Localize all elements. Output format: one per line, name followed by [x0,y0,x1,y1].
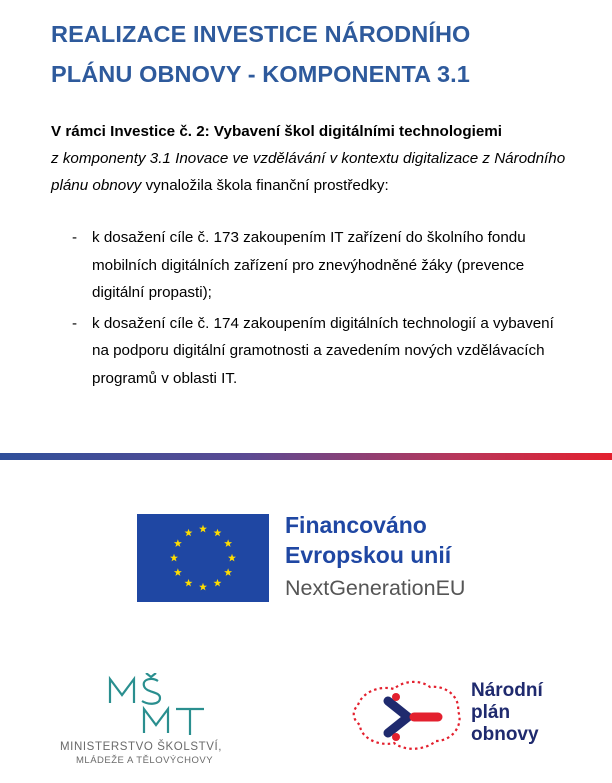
npo-line-2: plán [471,702,511,723]
npo-line-3: obnovy [471,724,539,745]
eu-star-icon [228,554,236,562]
eu-star-icon [174,568,182,576]
bullet-dash: - [72,314,78,332]
next-generation-eu: NextGenerationEU [285,576,466,600]
list-item [72,224,572,307]
intro-paragraph [51,118,591,199]
intro-bold: V rámci Investice č. 2: Vybavení škol digitálními technologiemi [51,123,502,140]
eu-star-icon [199,525,207,533]
msmt-name-line-1: MINISTERSTVO ŠKOLSTVÍ, [60,741,223,753]
gradient-divider [0,453,612,460]
eu-star-icon [185,579,193,587]
eu-stars-icon [137,514,269,602]
eu-star-icon [224,568,232,576]
eu-funding-line-1: Financováno [285,512,427,538]
bullet-text: k dosažení cíle č. 174 zakoupením digitálních technologií a vybavení na podporu digitální gramotnosti a zavedením nových vzdělávacích programů v oblasti IT. [92,314,554,387]
npo-text [471,680,543,746]
intro-rest: vynaložila škola finanční prostředky: [141,177,389,194]
eu-star-icon [224,539,232,547]
npo-logo-icon [350,675,465,755]
eu-star-icon [214,529,222,537]
msmt-name-line-2: MLÁDEŽE A TĚLOVÝCHOVY [76,755,214,766]
intro-italic: z komponenty 3.1 Inovace ve vzdělávání v kontextu digitalizace z Národního plánu obnovy [51,150,566,194]
eu-star-icon [214,579,222,587]
list-item [72,310,572,393]
bullet-list [72,224,572,395]
eu-flag-icon [137,514,269,602]
msmt-logo-icon [104,673,208,739]
bullet-text: k dosažení cíle č. 173 zakoupením IT zařízení do školního fondu mobilních digitálních zařízení pro znevýhodněné žáky (prevence digitální propasti); [92,229,526,301]
eu-star-icon [185,529,193,537]
eu-star-icon [170,554,178,562]
eu-funding-line-2: Evropskou unií [285,542,452,568]
bullet-dash: - [72,229,78,246]
page-title [51,14,591,94]
title-line-2: PLÁNU OBNOVY - KOMPONENTA 3.1 [51,61,470,87]
eu-star-icon [199,583,207,591]
title-line-1: REALIZACE INVESTICE NÁRODNÍHO [51,21,471,47]
eu-star-icon [174,539,182,547]
npo-line-1: Národní [471,680,543,701]
